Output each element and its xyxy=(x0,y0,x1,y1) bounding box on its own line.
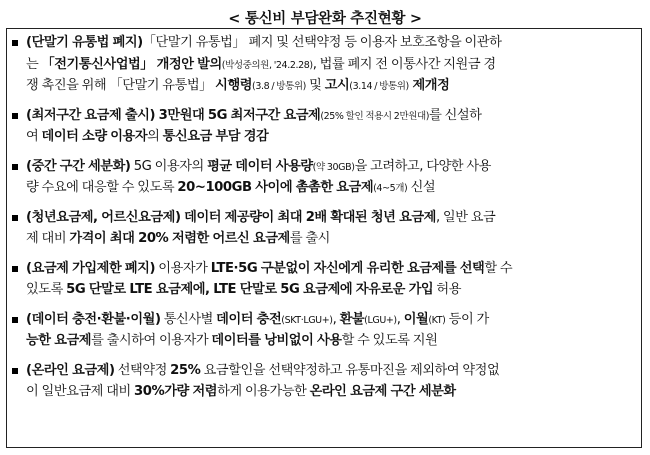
text-segment: LTE·5G 구분없이 자신에게 유리한 요금제를 선택 xyxy=(210,260,485,276)
bullet-square-icon xyxy=(12,317,18,323)
source-note: (약 30GB) xyxy=(312,161,355,173)
list-item-line xyxy=(26,360,638,382)
text-segment: 량 수요에 대응할 수 있도록 xyxy=(26,180,178,195)
text-segment: 할 수 xyxy=(484,260,513,276)
list-item-line xyxy=(26,177,638,199)
list-item-line xyxy=(26,279,638,301)
list-item-line xyxy=(26,330,638,352)
source-note: (25% 할인 적용시 2만원대) xyxy=(320,110,430,122)
list-item-line xyxy=(26,207,638,229)
text-segment: 등이 가 xyxy=(445,311,489,327)
text-segment: , xyxy=(332,311,340,327)
text-segment: 의 xyxy=(147,129,163,144)
text-segment: 제개정 xyxy=(408,78,450,93)
text-segment: 환불 xyxy=(339,311,365,327)
list-item xyxy=(6,207,638,250)
text-segment: 통신요금 부담 경감 xyxy=(162,129,269,144)
source-note: (LGU+) xyxy=(364,314,397,326)
text-segment: (온라인 요금제) xyxy=(26,362,115,378)
list-item-line xyxy=(26,32,638,54)
text-segment: 25% xyxy=(170,362,201,378)
text-segment: , 일반 요금 xyxy=(435,209,496,225)
text-segment: 고시 xyxy=(324,78,350,93)
list-item-line xyxy=(26,105,638,127)
text-segment: 할 수 있도록 지원 xyxy=(341,333,438,348)
text-segment: 「단말기 유통법」 폐지 및 선택약정 등 이용자 보호조항을 이관하 xyxy=(142,35,502,50)
text-segment: 을 고려하고, 다양한 사용 xyxy=(354,158,491,174)
bullet-square-icon xyxy=(12,40,18,46)
text-segment: 통신사별 xyxy=(160,311,217,327)
text-segment: 「전기통신사업법」 개정안 발의 xyxy=(41,56,222,72)
text-segment: 이 일반요금제 대비 xyxy=(26,384,135,399)
text-segment: 데이터 충전 xyxy=(216,311,282,327)
source-note: (KT) xyxy=(428,314,446,326)
text-segment: 및 xyxy=(305,78,325,93)
source-note: (3.8 / 방통위) xyxy=(252,81,306,92)
text-segment: 요금할인을 선택약정하고 유통마진을 제외하여 약정없 xyxy=(200,362,500,378)
text-segment: 이월 xyxy=(403,311,429,327)
list-item-line xyxy=(26,228,638,250)
text-segment: 쟁 촉진을 위해 「단말기 유통법」 xyxy=(26,78,216,93)
bullet-square-icon xyxy=(12,164,18,170)
text-segment: , 법률 폐지 전 이통사간 지원금 경 xyxy=(312,56,496,72)
text-segment: 데이터 소량 이용자 xyxy=(41,129,148,144)
text-segment: (최저구간 요금제 출시) 3만원대 5G 최저구간 요금제 xyxy=(26,107,321,123)
bullet-square-icon xyxy=(12,368,18,374)
page-title: < 통신비 부담완화 추진현황 > xyxy=(228,11,422,27)
text-segment: (데이터 충전·환불·이월) xyxy=(26,311,161,327)
list-item-line xyxy=(26,258,638,280)
list-item xyxy=(6,309,638,352)
text-segment: 이용자가 xyxy=(155,260,211,276)
text-segment: (요금제 가입제한 폐지) xyxy=(26,260,156,276)
list-item-line xyxy=(26,54,638,76)
source-note: (박성중의원, '24.2.28) xyxy=(221,59,313,71)
source-note: (4~5개) xyxy=(373,183,408,194)
text-segment: 가격이 최대 20% 저렴한 어르신 요금제 xyxy=(69,231,290,246)
text-segment: 시행령 xyxy=(215,78,253,93)
text-segment: 30%가량 저렴 xyxy=(134,384,218,399)
text-segment: 여 xyxy=(26,129,42,144)
list-item xyxy=(6,258,638,301)
text-segment: 5G 단말로 LTE 요금제에, LTE 단말로 5G 요금제에 자유로운 가입 xyxy=(66,282,434,297)
text-segment: 는 xyxy=(26,56,42,72)
text-segment: 선택약정 xyxy=(114,362,171,378)
list-item-line xyxy=(26,381,638,403)
bullet-square-icon xyxy=(12,215,18,221)
list-item xyxy=(6,156,638,199)
text-segment: 온라인 요금제 구간 세분화 xyxy=(309,384,456,399)
text-segment: (단말기 유통법 폐지) xyxy=(26,35,143,50)
bullet-square-icon xyxy=(12,113,18,119)
text-segment: 를 신설하 xyxy=(429,107,482,123)
source-note: (3.14 / 방통위) xyxy=(349,81,409,92)
list-item xyxy=(6,105,638,148)
text-segment: 있도록 xyxy=(26,282,67,297)
text-segment: 20~100GB 사이에 촘촘한 요금제 xyxy=(177,180,374,195)
text-segment: 제 대비 xyxy=(26,231,70,246)
list-item-line xyxy=(26,75,638,97)
policy-list xyxy=(6,32,638,411)
source-note: (SKT·LGU+) xyxy=(281,314,333,326)
list-item-line xyxy=(26,126,638,148)
text-segment: 를 출시 xyxy=(289,231,330,246)
text-segment: 를 출시하여 이용자가 xyxy=(91,333,212,348)
text-segment: , xyxy=(396,311,404,327)
bullet-square-icon xyxy=(12,266,18,272)
list-item xyxy=(6,32,638,97)
text-segment: 능한 요금제 xyxy=(26,333,92,348)
text-segment: (청년요금제, 어르신요금제) 데이터 제공량이 최대 2배 확대된 청년 요금제 xyxy=(26,209,436,225)
text-segment: 평균 데이터 사용량 xyxy=(207,158,313,174)
text-segment: 허용 xyxy=(433,282,461,297)
text-segment: 5G 이용자의 xyxy=(130,158,208,174)
list-item-line xyxy=(26,309,638,331)
text-segment: (중간 구간 세분화) xyxy=(26,158,131,174)
text-segment: 하게 이용가능한 xyxy=(217,384,310,399)
list-item xyxy=(6,360,638,403)
text-segment: 신설 xyxy=(407,180,436,195)
list-item-line xyxy=(26,156,638,178)
text-segment: 데이터를 낭비없이 사용 xyxy=(211,333,342,348)
